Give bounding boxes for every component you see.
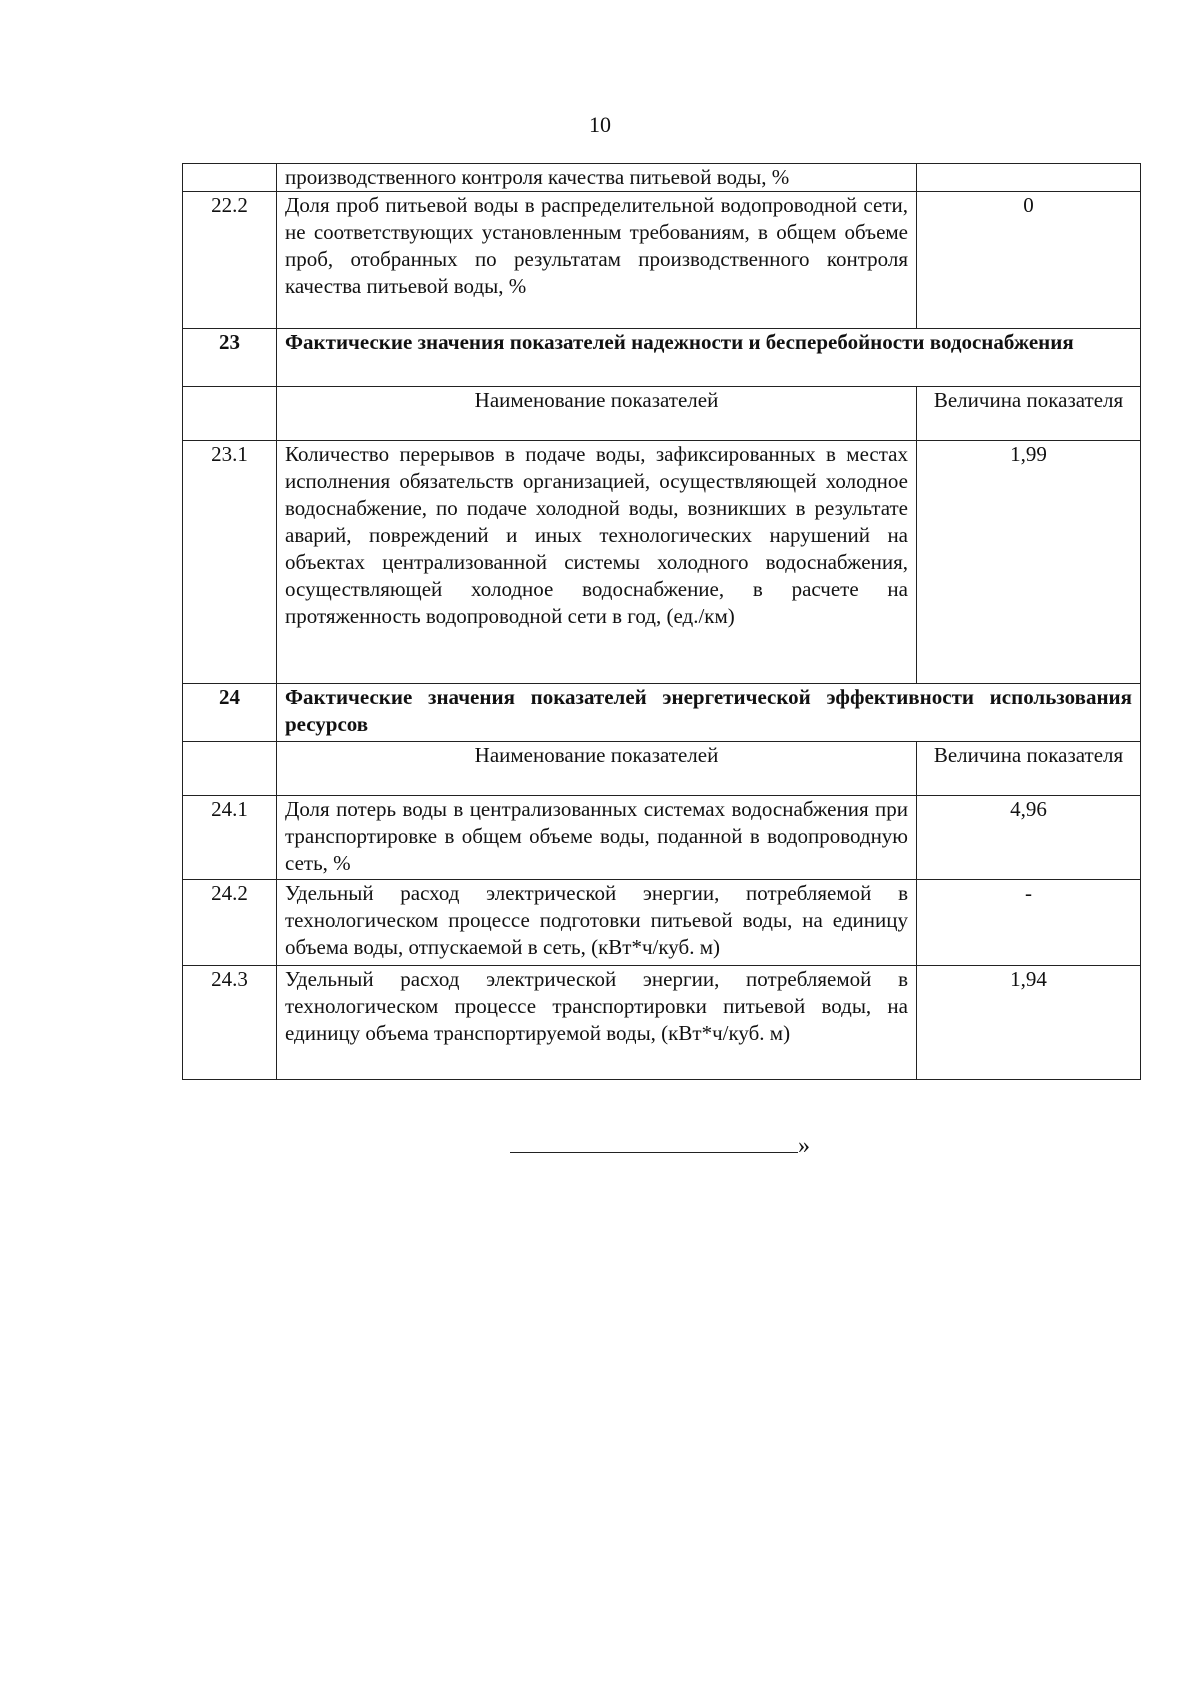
row-text: производственного контроля качества питьевой воды, %	[277, 164, 917, 192]
row-value: 1,99	[917, 441, 1141, 684]
row-value: -	[917, 880, 1141, 966]
row-value: 1,94	[917, 966, 1141, 1080]
row-number: 24.2	[183, 880, 277, 966]
header-name: Наименование показателей	[277, 387, 917, 441]
table-row-24-3	[183, 966, 1141, 1080]
section-row-24	[183, 684, 1141, 742]
header-empty-cell	[183, 742, 277, 796]
row-text: Удельный расход электрической энергии, потребляемой в технологическом процессе подготовки питьевой воды, на единицу объема воды, отпускаемой в сеть, (кВт*ч/куб. м)	[277, 880, 917, 966]
section-number: 24	[183, 684, 277, 742]
section-row-23	[183, 329, 1141, 387]
table-row-23-1	[183, 441, 1141, 684]
header-empty-cell	[183, 387, 277, 441]
row-value: 0	[917, 192, 1141, 329]
header-value: Величина показателя	[917, 387, 1141, 441]
page-number: 10	[589, 112, 611, 137]
header-name: Наименование показателей	[277, 742, 917, 796]
row-text: Доля проб питьевой воды в распределительной водопроводной сети, не соответствующих установленным требованиям, в общем объеме проб, отобранных по результатам производственного контроля качества питьевой воды, %	[277, 192, 917, 329]
row-value: 4,96	[917, 796, 1141, 880]
row-text: Доля потерь воды в централизованных системах водоснабжения при транспортировке в общем объеме воды, поданной в водопроводную сеть, %	[277, 796, 917, 880]
header-row-24	[183, 742, 1141, 796]
table-row-22-2	[183, 192, 1141, 329]
row-number: 23.1	[183, 441, 277, 684]
row-number	[183, 164, 277, 192]
row-number: 22.2	[183, 192, 277, 329]
table-row-24-2	[183, 880, 1141, 966]
header-value: Величина показателя	[917, 742, 1141, 796]
closing-underline	[510, 1130, 798, 1153]
row-value	[917, 164, 1141, 192]
section-number: 23	[183, 329, 277, 387]
indicators-table	[182, 163, 1141, 1080]
closing-quote: »	[798, 1133, 810, 1159]
table-row-continuation	[183, 164, 1141, 192]
section-title: Фактические значения показателей надежности и бесперебойности водоснабжения	[277, 329, 1141, 387]
row-text: Удельный расход электрической энергии, потребляемой в технологическом процессе транспортировки питьевой воды, на единицу объема транспортируемой воды, (кВт*ч/куб. м)	[277, 966, 917, 1080]
row-text: Количество перерывов в подаче воды, зафиксированных в местах исполнения обязательств организацией, осуществляющей холодное водоснабжение, по подаче холодной воды, возникших в результате аварий, повреждений и иных технологических нарушений на объектах централизованной системы холодного водоснабжения, осуществляющей холодное водоснабжение, в расчете на протяженность водопроводной сети в год, (ед./км)	[277, 441, 917, 684]
table-row-24-1	[183, 796, 1141, 880]
closing-line	[510, 1130, 810, 1160]
section-title: Фактические значения показателей энергетической эффективности использования ресурсов	[277, 684, 1141, 742]
row-number: 24.3	[183, 966, 277, 1080]
header-row-23	[183, 387, 1141, 441]
row-number: 24.1	[183, 796, 277, 880]
